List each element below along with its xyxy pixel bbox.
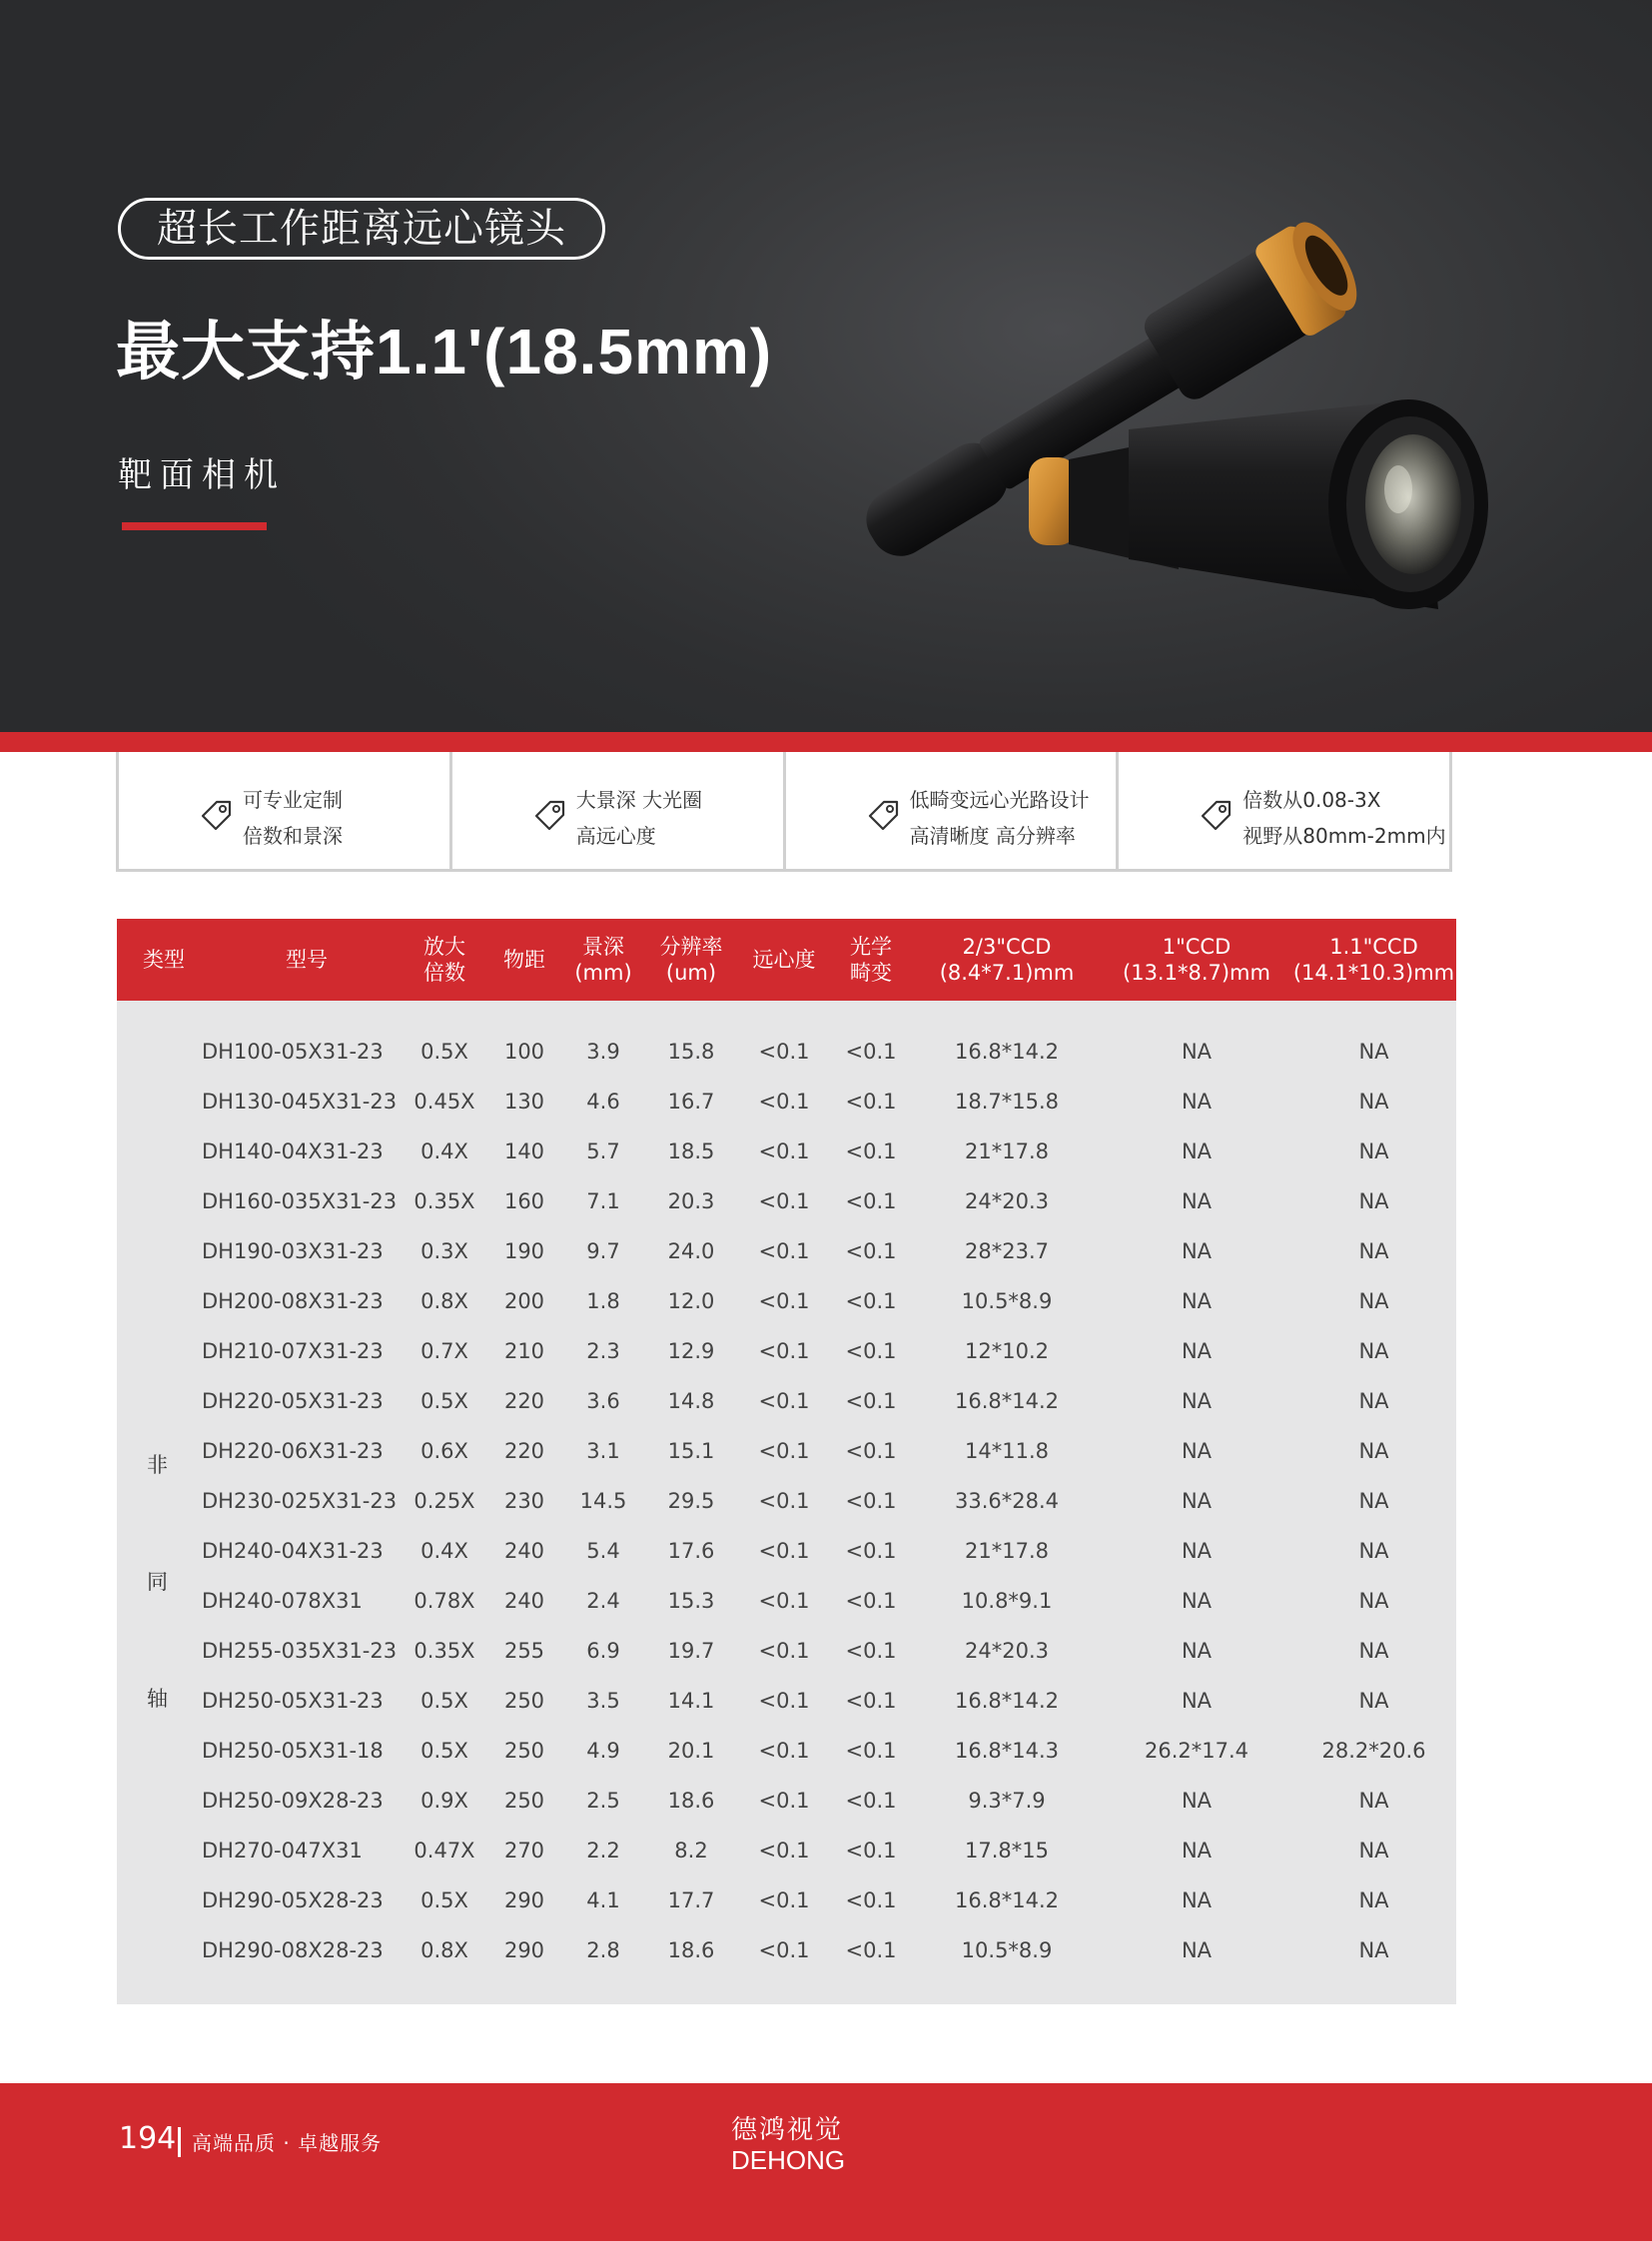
feature-line1: 大景深 大光圈 (575, 788, 703, 812)
cell-resolution: 12.9 (667, 1339, 715, 1363)
cell-magnification: 0.7X (420, 1339, 468, 1363)
feature-line1: 低畸变远心光路设计 (909, 788, 1090, 812)
cell-magnification: 0.4X (420, 1539, 468, 1563)
cell-depth-of-field: 3.5 (586, 1689, 620, 1713)
cell-depth-of-field: 4.9 (586, 1739, 620, 1763)
cell-ccd-1: NA (1181, 1539, 1213, 1563)
cell-depth-of-field: 3.9 (586, 1040, 620, 1064)
cell-telecentricity: <0.1 (758, 1489, 810, 1513)
cell-magnification: 0.45X (413, 1090, 475, 1114)
cell-resolution: 17.7 (667, 1888, 715, 1912)
cell-ccd-2-3: 12*10.2 (965, 1339, 1049, 1363)
table-row (117, 1626, 1456, 1676)
cell-ccd-1: NA (1181, 1040, 1213, 1064)
cell-ccd-2-3: 21*17.8 (965, 1139, 1049, 1163)
cell-depth-of-field: 14.5 (579, 1489, 627, 1513)
cell-ccd-1: NA (1181, 1090, 1213, 1114)
cell-ccd-1: NA (1181, 1589, 1213, 1613)
cell-resolution: 18.6 (667, 1938, 715, 1962)
table-row (117, 1925, 1456, 1975)
cell-ccd-2-3: 16.8*14.2 (954, 1888, 1059, 1912)
tag-icon (864, 794, 904, 834)
cell-ccd-2-3: 28*23.7 (965, 1239, 1049, 1263)
feature-line2: 视野从80mm-2mm内 (1242, 824, 1446, 848)
cell-distortion: <0.1 (845, 1539, 897, 1563)
cell-working-distance: 290 (503, 1938, 545, 1962)
cell-magnification: 0.4X (420, 1139, 468, 1163)
cell-model: DH270-047X31 (202, 1839, 363, 1863)
table-row (117, 1576, 1456, 1626)
header-distortion: 光学 畸变 (850, 935, 892, 985)
footer-divider (178, 2127, 181, 2157)
cell-ccd-1: NA (1181, 1389, 1213, 1413)
cell-working-distance: 200 (503, 1289, 545, 1313)
cell-distortion: <0.1 (845, 1239, 897, 1263)
cell-working-distance: 220 (503, 1389, 545, 1413)
cell-telecentricity: <0.1 (758, 1040, 810, 1064)
cell-telecentricity: <0.1 (758, 1789, 810, 1813)
cell-depth-of-field: 4.6 (586, 1090, 620, 1114)
cell-resolution: 24.0 (667, 1239, 715, 1263)
table-row (117, 1826, 1456, 1875)
cell-ccd-2-3: 16.8*14.3 (954, 1739, 1059, 1763)
cell-telecentricity: <0.1 (758, 1639, 810, 1663)
cell-distortion: <0.1 (845, 1339, 897, 1363)
cell-ccd-1-1: NA (1358, 1888, 1389, 1912)
cell-telecentricity: <0.1 (758, 1289, 810, 1313)
cell-distortion: <0.1 (845, 1938, 897, 1962)
cell-depth-of-field: 6.9 (586, 1639, 620, 1663)
cell-ccd-1: 26.2*17.4 (1144, 1739, 1248, 1763)
cell-magnification: 0.9X (420, 1789, 468, 1813)
cell-depth-of-field: 2.5 (586, 1789, 620, 1813)
cell-ccd-1-1: NA (1358, 1090, 1389, 1114)
cell-resolution: 15.8 (667, 1040, 715, 1064)
telecentric-lens-image (799, 140, 1498, 649)
cell-magnification: 0.5X (420, 1739, 468, 1763)
table-row (117, 1526, 1456, 1576)
feature-line1: 倍数从0.08-3X (1242, 788, 1381, 812)
cell-ccd-1: NA (1181, 1139, 1213, 1163)
cell-ccd-1-1: NA (1358, 1389, 1389, 1413)
header-ccd-1-1: 1.1"CCD (14.1*10.3)mm (1292, 935, 1455, 985)
cell-ccd-1-1: NA (1358, 1239, 1389, 1263)
cell-ccd-1-1: NA (1358, 1539, 1389, 1563)
cell-distortion: <0.1 (845, 1389, 897, 1413)
cell-magnification: 0.5X (420, 1040, 468, 1064)
cell-working-distance: 255 (503, 1639, 545, 1663)
cell-model: DH130-045X31-23 (202, 1090, 398, 1114)
cell-ccd-2-3: 16.8*14.2 (954, 1689, 1059, 1713)
cell-depth-of-field: 5.7 (586, 1139, 620, 1163)
cell-ccd-1-1: NA (1358, 1789, 1389, 1813)
cell-depth-of-field: 3.1 (586, 1439, 620, 1463)
cell-working-distance: 190 (503, 1239, 545, 1263)
tag-icon (1197, 794, 1237, 834)
cell-ccd-1: NA (1181, 1339, 1213, 1363)
cell-ccd-2-3: 17.8*15 (965, 1839, 1049, 1863)
cell-distortion: <0.1 (845, 1888, 897, 1912)
cell-resolution: 14.1 (667, 1689, 715, 1713)
cell-ccd-1-1: NA (1358, 1289, 1389, 1313)
table-row (117, 1476, 1456, 1526)
table-row (117, 1426, 1456, 1476)
cell-model: DH290-05X28-23 (202, 1888, 384, 1912)
cell-model: DH210-07X31-23 (202, 1339, 384, 1363)
table-row (117, 1776, 1456, 1826)
cell-distortion: <0.1 (845, 1040, 897, 1064)
cell-working-distance: 140 (503, 1139, 545, 1163)
cell-model: DH250-05X31-18 (202, 1739, 384, 1763)
hero-banner (0, 0, 1652, 732)
table-row (117, 1027, 1456, 1077)
table-row (117, 1875, 1456, 1925)
cell-distortion: <0.1 (845, 1689, 897, 1713)
spec-table (117, 919, 1456, 2004)
cell-distortion: <0.1 (845, 1589, 897, 1613)
header-ccd-2-3: 2/3"CCD (8.4*7.1)mm (939, 935, 1075, 985)
cell-depth-of-field: 2.2 (586, 1839, 620, 1863)
cell-distortion: <0.1 (845, 1789, 897, 1813)
cell-depth-of-field: 7.1 (586, 1189, 620, 1213)
header-working-distance: 物距 (503, 948, 545, 972)
table-row (117, 1376, 1456, 1426)
cell-ccd-1: NA (1181, 1189, 1213, 1213)
cell-model: DH255-035X31-23 (202, 1639, 398, 1663)
table-row (117, 1326, 1456, 1376)
cell-model: DH290-08X28-23 (202, 1938, 384, 1962)
cell-resolution: 17.6 (667, 1539, 715, 1563)
cell-model: DH140-04X31-23 (202, 1139, 384, 1163)
cell-ccd-2-3: 21*17.8 (965, 1539, 1049, 1563)
cell-working-distance: 160 (503, 1189, 545, 1213)
headline: 最大支持1.1'(18.5mm) (116, 316, 773, 387)
cell-ccd-2-3: 24*20.3 (965, 1189, 1049, 1213)
cell-working-distance: 210 (503, 1339, 545, 1363)
cell-ccd-2-3: 18.7*15.8 (954, 1090, 1059, 1114)
cell-depth-of-field: 4.1 (586, 1888, 620, 1912)
table-row (117, 1126, 1456, 1176)
header-type: 类型 (143, 948, 185, 972)
cell-distortion: <0.1 (845, 1090, 897, 1114)
cell-ccd-1: NA (1181, 1489, 1213, 1513)
cell-ccd-2-3: 24*20.3 (965, 1639, 1049, 1663)
brand-name-en: DEHONG (731, 2145, 846, 2175)
cell-ccd-1-1: NA (1358, 1189, 1389, 1213)
feature-item (786, 752, 1120, 869)
feature-list (116, 752, 1452, 872)
cell-ccd-2-3: 9.3*7.9 (968, 1789, 1046, 1813)
cell-resolution: 12.0 (667, 1289, 715, 1313)
cell-working-distance: 250 (503, 1789, 545, 1813)
cell-working-distance: 250 (503, 1739, 545, 1763)
cell-model: DH190-03X31-23 (202, 1239, 384, 1263)
cell-magnification: 0.3X (420, 1239, 468, 1263)
cell-telecentricity: <0.1 (758, 1439, 810, 1463)
cell-ccd-1-1: NA (1358, 1040, 1389, 1064)
cell-telecentricity: <0.1 (758, 1090, 810, 1114)
brand-name-cn: 德鸿视觉 (731, 2115, 844, 2145)
cell-distortion: <0.1 (845, 1739, 897, 1763)
cell-ccd-2-3: 14*11.8 (965, 1439, 1049, 1463)
header-magnification: 放大 倍数 (423, 935, 465, 985)
table-header (117, 919, 1456, 1001)
header-resolution: 分辨率 (um) (659, 935, 723, 985)
tag-icon (197, 794, 237, 834)
cell-magnification: 0.5X (420, 1389, 468, 1413)
cell-depth-of-field: 2.8 (586, 1938, 620, 1962)
cell-working-distance: 130 (503, 1090, 545, 1114)
cell-ccd-1: NA (1181, 1888, 1213, 1912)
cell-resolution: 16.7 (667, 1090, 715, 1114)
cell-working-distance: 240 (503, 1539, 545, 1563)
cell-telecentricity: <0.1 (758, 1689, 810, 1713)
cell-ccd-2-3: 16.8*14.2 (954, 1389, 1059, 1413)
cell-ccd-2-3: 10.8*9.1 (961, 1589, 1053, 1613)
cell-magnification: 0.6X (420, 1439, 468, 1463)
feature-item (452, 752, 786, 869)
cell-depth-of-field: 9.7 (586, 1239, 620, 1263)
cell-distortion: <0.1 (845, 1439, 897, 1463)
feature-line2: 高远心度 (575, 824, 656, 848)
cell-ccd-1: NA (1181, 1839, 1213, 1863)
cell-magnification: 0.47X (413, 1839, 475, 1863)
table-row (117, 1176, 1456, 1226)
header-telecentricity: 远心度 (752, 948, 816, 972)
cell-ccd-1-1: NA (1358, 1839, 1389, 1863)
cell-distortion: <0.1 (845, 1189, 897, 1213)
tag-icon (530, 794, 570, 834)
cell-ccd-1: NA (1181, 1239, 1213, 1263)
cell-model: DH200-08X31-23 (202, 1289, 384, 1313)
cell-telecentricity: <0.1 (758, 1839, 810, 1863)
cell-ccd-2-3: 10.5*8.9 (961, 1289, 1053, 1313)
header-ccd-1: 1"CCD (13.1*8.7)mm (1123, 935, 1270, 985)
cell-telecentricity: <0.1 (758, 1589, 810, 1613)
footer-slogan: 高端品质 · 卓越服务 (192, 2131, 383, 2155)
cell-resolution: 29.5 (667, 1489, 715, 1513)
table-body (117, 1001, 1456, 2004)
cell-telecentricity: <0.1 (758, 1539, 810, 1563)
cell-distortion: <0.1 (845, 1489, 897, 1513)
cell-ccd-1: NA (1181, 1289, 1213, 1313)
cell-resolution: 20.1 (667, 1739, 715, 1763)
cell-resolution: 20.3 (667, 1189, 715, 1213)
cell-telecentricity: <0.1 (758, 1739, 810, 1763)
cell-model: DH220-06X31-23 (202, 1439, 384, 1463)
type-char: 同 (147, 1570, 168, 1594)
cell-ccd-1-1: NA (1358, 1439, 1389, 1463)
cell-magnification: 0.5X (420, 1888, 468, 1912)
cell-ccd-1-1: NA (1358, 1689, 1389, 1713)
cell-working-distance: 220 (503, 1439, 545, 1463)
cell-working-distance: 250 (503, 1689, 545, 1713)
cell-ccd-1-1: NA (1358, 1339, 1389, 1363)
feature-item (119, 752, 452, 869)
cell-ccd-1-1: 28.2*20.6 (1321, 1739, 1426, 1763)
cell-ccd-2-3: 16.8*14.2 (954, 1040, 1059, 1064)
cell-telecentricity: <0.1 (758, 1938, 810, 1962)
cell-model: DH240-04X31-23 (202, 1539, 384, 1563)
cell-working-distance: 270 (503, 1839, 545, 1863)
table-row (117, 1676, 1456, 1726)
cell-resolution: 15.3 (667, 1589, 715, 1613)
feature-line1: 可专业定制 (243, 788, 343, 812)
cell-magnification: 0.8X (420, 1938, 468, 1962)
hero-accent-strip (0, 732, 1652, 752)
cell-resolution: 18.6 (667, 1789, 715, 1813)
cell-resolution: 18.5 (667, 1139, 715, 1163)
cell-ccd-2-3: 33.6*28.4 (954, 1489, 1059, 1513)
cell-ccd-2-3: 10.5*8.9 (961, 1938, 1053, 1962)
cell-depth-of-field: 5.4 (586, 1539, 620, 1563)
cell-ccd-1: NA (1181, 1439, 1213, 1463)
feature-line2: 高清晰度 高分辨率 (909, 824, 1076, 848)
cell-magnification: 0.5X (420, 1689, 468, 1713)
feature-line2: 倍数和景深 (243, 824, 343, 848)
cell-depth-of-field: 2.3 (586, 1339, 620, 1363)
cell-working-distance: 100 (503, 1040, 545, 1064)
cell-resolution: 14.8 (667, 1389, 715, 1413)
subhead: 靶面相机 (118, 455, 286, 495)
accent-underline (122, 522, 267, 530)
cell-model: DH240-078X31 (202, 1589, 363, 1613)
feature-item (1119, 752, 1449, 869)
cell-ccd-1-1: NA (1358, 1589, 1389, 1613)
cell-telecentricity: <0.1 (758, 1339, 810, 1363)
cell-working-distance: 240 (503, 1589, 545, 1613)
cell-telecentricity: <0.1 (758, 1389, 810, 1413)
cell-depth-of-field: 2.4 (586, 1589, 620, 1613)
header-depth-of-field: 景深 (mm) (574, 935, 632, 985)
table-row (117, 1077, 1456, 1126)
cell-magnification: 0.25X (413, 1489, 475, 1513)
cell-model: DH250-09X28-23 (202, 1789, 384, 1813)
cell-model: DH250-05X31-23 (202, 1689, 384, 1713)
cell-depth-of-field: 1.8 (586, 1289, 620, 1313)
cell-depth-of-field: 3.6 (586, 1389, 620, 1413)
cell-magnification: 0.35X (413, 1639, 475, 1663)
cell-telecentricity: <0.1 (758, 1139, 810, 1163)
cell-model: DH100-05X31-23 (202, 1040, 384, 1064)
cell-ccd-1-1: NA (1358, 1938, 1389, 1962)
cell-ccd-1: NA (1181, 1689, 1213, 1713)
cell-ccd-1: NA (1181, 1938, 1213, 1962)
header-model: 型号 (286, 948, 328, 972)
cell-model: DH230-025X31-23 (202, 1489, 398, 1513)
cell-distortion: <0.1 (845, 1639, 897, 1663)
cell-ccd-1-1: NA (1358, 1489, 1389, 1513)
cell-magnification: 0.78X (413, 1589, 475, 1613)
page-footer (0, 2083, 1652, 2241)
cell-distortion: <0.1 (845, 1289, 897, 1313)
cell-ccd-1: NA (1181, 1639, 1213, 1663)
product-category-pill: 超长工作距离远心镜头 (118, 198, 605, 260)
page-number: 194 (119, 2121, 177, 2156)
cell-resolution: 8.2 (674, 1839, 708, 1863)
cell-ccd-1: NA (1181, 1789, 1213, 1813)
cell-model: DH220-05X31-23 (202, 1389, 384, 1413)
cell-telecentricity: <0.1 (758, 1888, 810, 1912)
table-row (117, 1226, 1456, 1276)
cell-telecentricity: <0.1 (758, 1239, 810, 1263)
cell-telecentricity: <0.1 (758, 1189, 810, 1213)
cell-distortion: <0.1 (845, 1839, 897, 1863)
type-char: 非 (147, 1453, 168, 1477)
table-row (117, 1276, 1456, 1326)
cell-distortion: <0.1 (845, 1139, 897, 1163)
cell-working-distance: 290 (503, 1888, 545, 1912)
cell-model: DH160-035X31-23 (202, 1189, 398, 1213)
cell-magnification: 0.8X (420, 1289, 468, 1313)
cell-ccd-1-1: NA (1358, 1639, 1389, 1663)
cell-resolution: 19.7 (667, 1639, 715, 1663)
cell-resolution: 15.1 (667, 1439, 715, 1463)
cell-ccd-1-1: NA (1358, 1139, 1389, 1163)
cell-magnification: 0.35X (413, 1189, 475, 1213)
table-row (117, 1726, 1456, 1776)
type-char: 轴 (147, 1687, 168, 1711)
cell-working-distance: 230 (503, 1489, 545, 1513)
